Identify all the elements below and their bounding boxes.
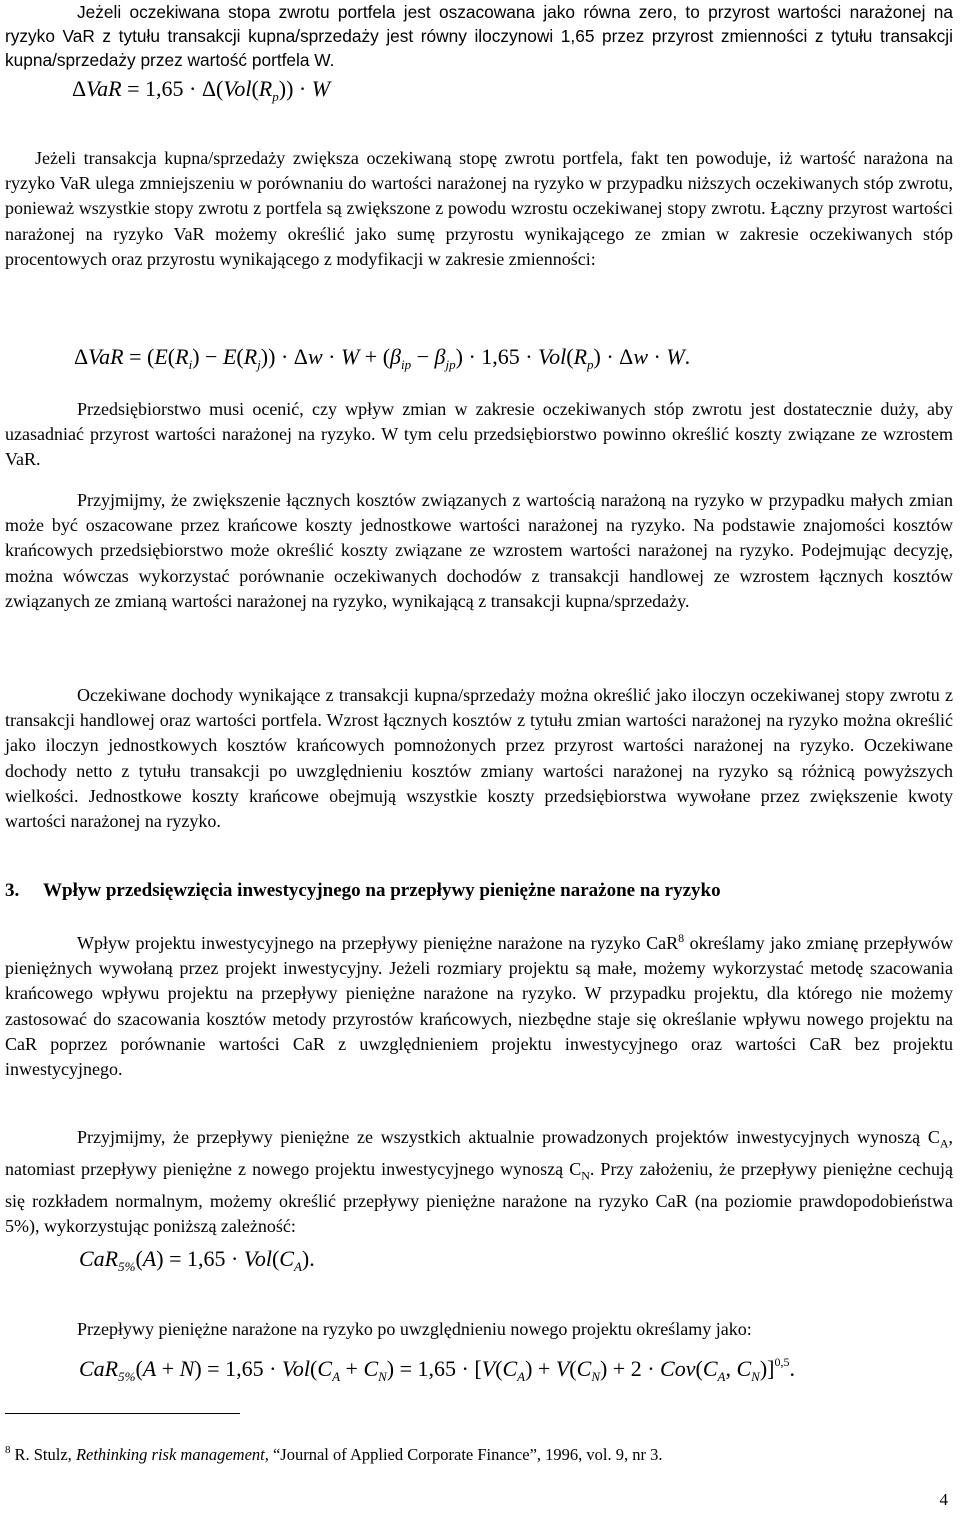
equation-delta-var-volatility: $\Delta VaR = 1,65 \cdot \Delta(Vol(R_p)) \cdot W$ (72, 76, 331, 104)
paragraph-var-intro: Jeżeli oczekiwana stopa zwrotu portfela jest oszacowana jako równa zero, to przyrost wartości narażonej na ryzyko VaR z tytułu transakcji kupna/sprzedaży jest równy iloczynowi 1,65 przez przyrost zmienności z tytułu transakcji kupna/sprzedaży przez wartość portfela W. (5, 2, 953, 70)
paragraph-expected-return: Jeżeli transakcja kupna/sprzedaży zwiększa oczekiwaną stopę zwrotu portfela, fakt ten powoduje, iż wartość narażona na ryzyko VaR ulega zmniejszeniu w porównaniu do wartości narażonej na ryzyko w przypadku niższych oczekiwanych stóp zwrotu, ponieważ wszystkie stopy zwrotu z portfela są zwiększone z powodu wzrostu oczekiwanej stopy zwrotu. Łączny przyrost wartości narażonej na ryzyko VaR możemy określić jako sumę przyrostu wynikającego ze zmian w zakresie oczekiwanych stóp procentowych oraz przyrostu wynikającego z modyfikacji w zakresie zmienności: (5, 148, 953, 269)
section-number: 3. (5, 880, 20, 901)
paragraph-marginal-costs: Przyjmijmy, że zwiększenie łącznych kosztów związanych z wartością narażoną na ryzyko w przypadku małych zmian może być oszacowane przez krańcowe koszty jednostkowe wartości narażonej na ryzyko. Na podstawie znajomości kosztów krańcowych przedsiębiorstwo może określić koszty związane ze wzrostem wartości narażonej na ryzyko. Podejmując decyzję, można wówczas wykorzystać porównanie oczekiwanych dochodów z transakcji handlowej ze wzrostem łącznych kosztów związanych ze zmianą wartości narażonej na ryzyko, wynikającą z transakcji kupna/sprzedaży. (5, 490, 953, 611)
footnote-separator (5, 1413, 240, 1414)
equation-total-delta-var: $\Delta VaR = (E(R_i) - E(R_j)) \cdot \Delta w \cdot W + (\beta_{ip} - \beta_{jp}) \cdot 1,65 \cdot Vol(R_p) \cdot \Delta w \cdot W$. (74, 344, 691, 372)
paragraph-cash-flows: Przyjmijmy, że przepływy pieniężne ze wszystkich aktualnie prowadzonych projektów inwestycyjnych wynoszą $C_A$, natomiast przepływy pieniężne z nowego projektu inwestycyjnego wynoszą $C_N$. Przy założeniu, że przepływy pieniężne cechują się rozkładem normalnym, możemy określić przepływy pieniężne narażone na ryzyko CaR (na poziomie prawdopodobieństwa 5%), wykorzystując poniższą zależność: (5, 1127, 953, 1236)
equation-car-a: $CaR_{5\%}(A) = 1,65 \cdot Vol(C_A)$. (79, 1246, 315, 1274)
paragraph-new-project: Przepływy pieniężne narażone na ryzyko po uwzględnieniu nowego projektu określamy jako: (77, 1319, 752, 1339)
paragraph-expected-income: Oczekiwane dochody wynikające z transakcji kupna/sprzedaży można określić jako iloczyn oczekiwanej stopy zwrotu z transakcji handlowej oraz wartości portfela. Wzrost łącznych kosztów z tytułu zmian wartości narażonej na ryzyko można określić jako iloczyn jednostkowych kosztów krańcowych pomnożonych przez przyrost wartości narażonej na ryzyko. Oczekiwane dochody netto z tytułu transakcji po uwzględnieniu kosztów zmiany wartości narażonej na ryzyko są różnicą powyższych wielkości. Jednostkowe koszty krańcowe obejmują wszystkie koszty przedsiębiorstwa wywołane przez zwiększenie kwoty wartości narażonej na ryzyko. (5, 685, 953, 832)
page-number: 4 (939, 1490, 948, 1509)
section-title: Wpływ przedsięwzięcia inwestycyjnego na przepływy pieniężne narażone na ryzyko (43, 880, 721, 901)
footnote: $^8$ R. Stulz, Rethinking risk management, “Journal of Applied Corporate Finance”, 1996, vol. 9, nr 3. (5, 1444, 663, 1464)
paragraph-project-impact: Wpływ projektu inwestycyjnego na przepływy pieniężne narażone na ryzyko CaR$^8$ określamy jako zmianę przepływów pieniężnych wywołaną przez projekt inwestycyjny. Jeżeli rozmiary projektu są małe, możemy wykorzystać metodę szacowania krańcowego wpływu projektu na przepływy pieniężne narażone na ryzyko. W przypadku projektu, dla którego nie możemy zastosować do szacowania kosztów metody przyrostów krańcowych, niezbędne staje się określanie wpływu nowego projektu na CaR poprzez porównanie wartości CaR z uwzględnieniem projektu inwestycyjnego oraz wartości CaR bez projektu inwestycyjnego. (5, 931, 954, 1080)
footnote-ref-8: 8 (678, 931, 685, 945)
paragraph-company-assessment: Przedsiębiorstwo musi ocenić, czy wpływ zmian w zakresie oczekiwanych stóp zwrotu jest dostatecznie duży, aby uzasadniać przyrost wartości narażonej na ryzyko. W tym celu przedsiębiorstwo powinno określić koszty związane ze wzrostem VaR. (5, 399, 953, 470)
section-heading (5, 880, 721, 902)
footnote-title: Rethinking risk management (75, 1445, 265, 1464)
footnote-number: 8 (5, 1444, 11, 1456)
equation-car-a-plus-n: $CaR_{5\%}(A + N) = 1,65 \cdot Vol(C_A + C_N) = 1,65 \cdot [V(C_A) + V(C_N) + 2 \cdot Cov(C_A$, $C_N)]^{0,5}$. (79, 1355, 795, 1384)
